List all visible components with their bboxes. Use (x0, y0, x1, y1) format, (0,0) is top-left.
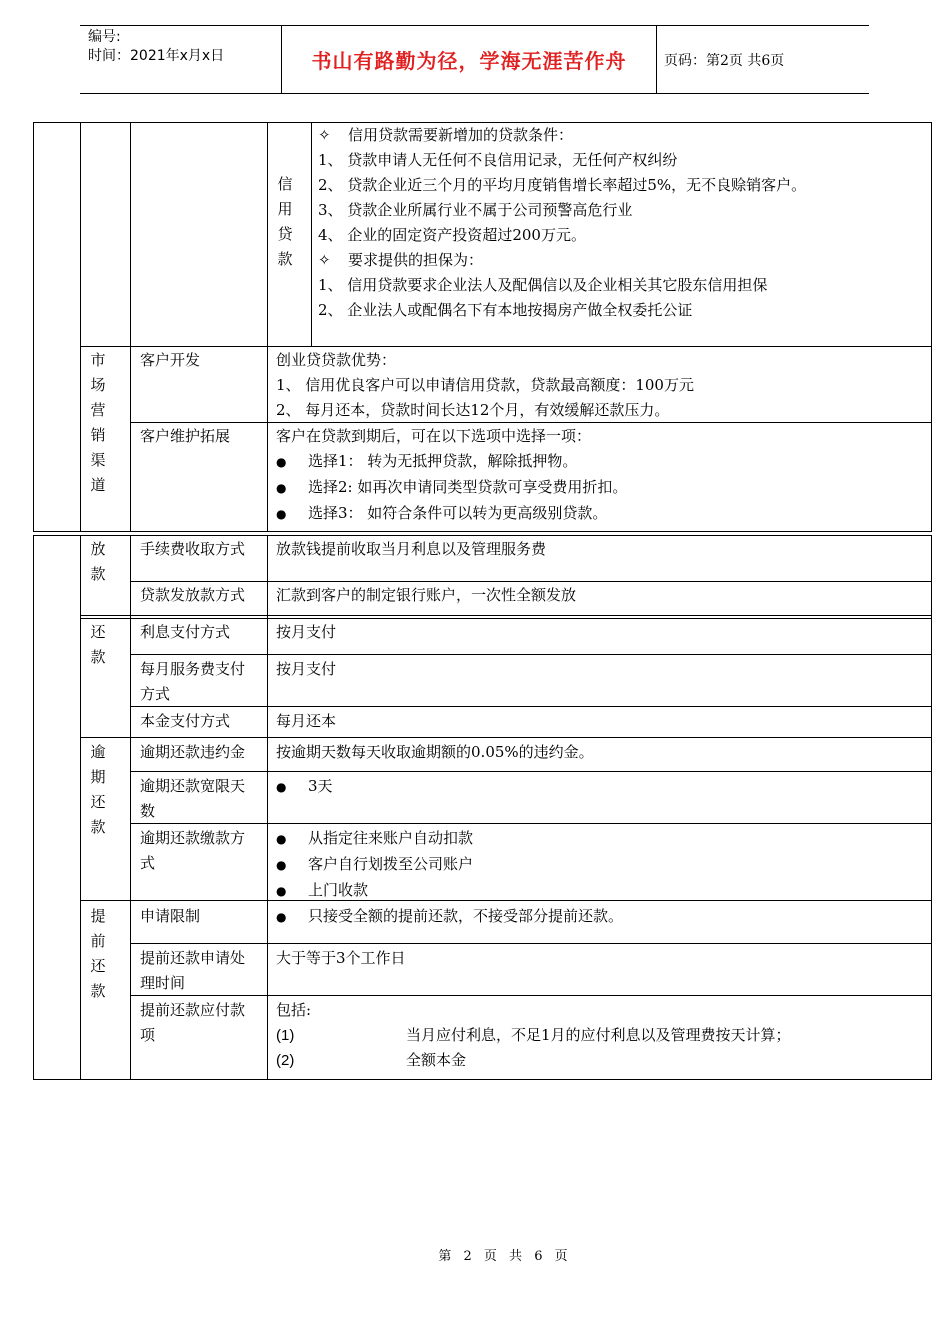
grace-days-value: ● 3天 (276, 774, 333, 800)
list-item: ● 选择2: 如再次申请同类型贷款可享受费用折扣。 (276, 475, 926, 501)
client-dev-label: 客户开发 (140, 351, 201, 369)
grace-days-label: 逾期还款宽限天 数 (140, 777, 246, 820)
overdue-payment-options (276, 826, 473, 904)
list-item: ● 从指定往来账户自动扣款 (276, 826, 473, 852)
overdue-label: 逾 期 还 款 (90, 743, 106, 836)
client-maintain-content: 客户在贷款到期后，可在以下选项中选择一项： ● 选择1： 转为无抵押贷款，解除抵押物。 ● 选择2: 如再次申请同类型贷款可享受费用折扣。 ● 选择3： 如符合条件可以转为更高级别贷款。 (276, 424, 926, 527)
disburse-label: 放 款 (90, 540, 106, 583)
list-item: ● 上门收款 (276, 878, 473, 904)
prepay-limit-value: ● 只接受全额的提前还款，不接受部分提前还款。 (276, 904, 623, 930)
overdue-penalty-label: 逾期还款违约金 (140, 743, 246, 761)
prepay-process-value: 大于等于3个工作日 (276, 949, 406, 967)
guarantee-item: 1、 信用贷款要求企业法人及配偶信以及企业相关其它股东信用担保 (318, 276, 768, 294)
document-time: 时间：2021年x月x日 (88, 48, 225, 64)
prepay-label: 提 前 还 款 (90, 907, 106, 1000)
repay-label: 还 款 (90, 623, 106, 666)
header-page-code: 页码：第2页 共6页 (664, 52, 785, 69)
guarantee-item: 2、 企业法人或配偶名下有本地按揭房产做全权委托公证 (318, 301, 693, 319)
page-footer: 第 2 页 共 6 页 (438, 1249, 572, 1264)
condition-item: 1、 贷款申请人无任何不良信用记录，无任何产权纠纷 (318, 151, 678, 169)
prepay-items-label: 提前还款应付款 项 (140, 1001, 246, 1044)
overdue-penalty-value: 按逾期天数每天收取逾期额的0.05%的违约金。 (276, 743, 594, 761)
guarantee-title: ✧ 要求提供的担保为： (318, 248, 928, 273)
interest-method-label: 利息支付方式 (140, 623, 231, 641)
disburse-method-value: 汇款到客户的制定银行账户，一次性全额发放 (276, 586, 577, 604)
interest-method-value: 按月支付 (276, 623, 337, 641)
condition-item: 2、 贷款企业近三个月的平均月度销售增长率超过5%，无不良赊销客户。 (318, 176, 807, 194)
client-dev-content: 创业贷贷款优势： 1、 信用优良客户可以申请信用贷款，贷款最高额度：100万元 2、 每月还本，贷款时间长达12个月，有效缓解还款压力。 (276, 351, 694, 419)
fee-method-value: 放款钱提前收取当月利息以及管理服务费 (276, 540, 547, 558)
document-number-label: 编号: (88, 29, 121, 45)
marketing-channel-label: 市 场 营 销 渠 道 (90, 351, 106, 494)
service-fee-method-value: 按月支付 (276, 660, 337, 678)
page-header (80, 25, 869, 94)
service-fee-method-label: 每月服务费支付 方式 (140, 660, 246, 703)
principal-method-label: 本金支付方式 (140, 712, 231, 730)
condition-item: 4、 企业的固定资产投资超过200万元。 (318, 226, 586, 244)
list-item: (1) 当月应付利息，不足1月的应付利息以及管理费按天计算； (276, 1026, 791, 1044)
list-item: (2) 全额本金 (276, 1051, 467, 1069)
disburse-method-label: 贷款发放款方式 (140, 586, 246, 604)
overdue-payment-label: 逾期还款缴款方 式 (140, 829, 246, 872)
conditions-title: ✧ 信用贷款需要新增加的贷款条件： (318, 123, 928, 148)
list-item: ● 客户自行划拨至公司账户 (276, 852, 473, 878)
prepay-limit-label: 申请限制 (140, 907, 201, 925)
prepay-items-content: 包括: (1) 当月应付利息，不足1月的应付利息以及管理费按天计算； (2) 全额本金 (276, 998, 926, 1073)
list-item: ● 选择3： 如符合条件可以转为更高级别贷款。 (276, 501, 926, 527)
condition-item: 3、 贷款企业所属行业不属于公司预警高危行业 (318, 201, 633, 219)
client-maintain-label: 客户维护拓展 (140, 427, 231, 445)
fee-method-label: 手续费收取方式 (140, 540, 246, 558)
credit-loan-content (318, 123, 928, 323)
header-meta (88, 28, 283, 66)
principal-method-value: 每月还本 (276, 712, 337, 730)
list-item: ● 选择1： 转为无抵押贷款，解除抵押物。 (276, 449, 926, 475)
prepay-process-label: 提前还款申请处 理时间 (140, 949, 246, 992)
header-motto: 书山有路勤为径，学海无涯苦作舟 (281, 26, 657, 93)
credit-loan-label: 信 用 贷 款 (277, 175, 293, 268)
